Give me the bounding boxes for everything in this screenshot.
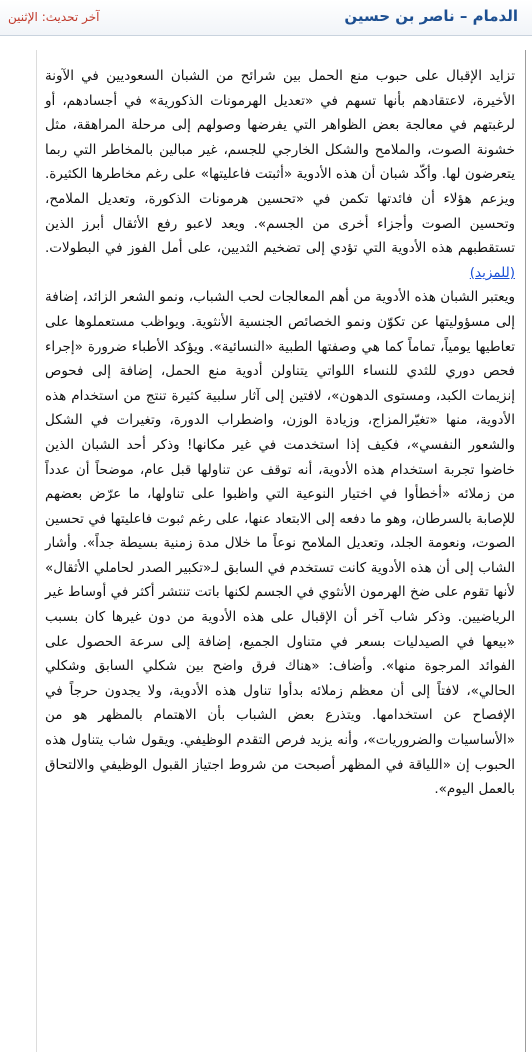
- article-paragraph-1: [45, 64, 515, 285]
- article-body: [45, 64, 515, 802]
- article-frame: [36, 50, 526, 1052]
- last-update-label: آخر تحديث: الإثنين: [8, 10, 100, 24]
- article-paragraph-2: ويعتبر الشبان هذه الأدوية من أهم المعالجات لحب الشباب، ونمو الشعر الزائد، إضافة إلى مسؤوليتها عن تكوّن ونمو الخصائص الجنسية الأنثوية. ويواظب مستعملوها على تعاطيها يومياً، تماماً كما هي وصفتها الطبية «النسائية». ويؤكد الأطباء ضرورة «إجراء فحص دوري للثدي للنساء اللواتي يتناولن أدوية منع الحمل، إضافة إلى فحوص إنزيمات الكبد، ومستوى الدهون»، لافتين إلى آثار سلبية كثيرة تنتج من استخدام هذه الأدوية، منها «تغيّرالمزاج، وزيادة الوزن، واضطراب الدورة، وتغيرات في الشكل والشعور النفسي»، فكيف إذا استخدمت في غير مكانها! وذكر أحد الشبان الذين خاضوا تجربة استخدام هذه الأدوية، أنه توقف عن تناولها قبل عام، موضحاً أن عدداً من زملائه «أخطأوا في اختيار النوعية التي واظبوا على تناولها، ما عرّض بعضهم للإصابة بالسرطان، وهو ما دفعه إلى الابتعاد عنها، على رغم ثبوت فاعليتها في تحسين الصوت، ونعومة الجلد، وتعديل الملامح نوعاً ما خلال مدة زمنية بسيطة جداً». وأشار الشاب إلى أن هذه الأدوية كانت تستخدم في السابق لـ«تكبير الصدر لحاملي الأثقال» لأنها تقوم على ضخ الهرمون الأنثوي في الجسم لكنها باتت تنتشر أكثر في أوساط غير الرياضيين. وذكر شاب آخر أن الإقبال على هذه الأدوية من دون غيرها كان بسبب «بيعها في الصيدليات بسعر في متناول الجميع، إضافة إلى سرعة الحصول على الفوائد المرجوة منها». وأضاف: «هناك فرق واضح بين شكلي السابق وشكلي الحالي»، لافتاً إلى أن معظم زملائه بدأوا تناول هذه الأدوية، ولا يجدون حرجاً في الإفصاح عن استخدامها. ويتذرع بعض الشباب بأن الاهتمام بالمظهر هو من «الأساسيات والضروريات»، وأنه يزيد فرص التقدم الوظيفي. ويقول شاب يتناول هذه الحبوب إن «اللياقة في المظهر أصبحت من شروط اجتياز القبول الوظيفي والالتحاق بالعمل اليوم».: [45, 289, 515, 798]
- more-link[interactable]: (للمزيد): [469, 264, 515, 281]
- header-bar: [0, 0, 532, 36]
- article-byline: الدمام – ناصر بن حسين: [344, 7, 518, 25]
- article-text-part-1: تزايد الإقبال على حبوب منع الحمل بين شرائح من الشبان السعوديين في الآونة الأخيرة، لاعتقادهم بأنها تسهم في «تعديل الهرمونات الذكورية» في أجسادهم، أو لرغبتهم في معالجة بعض الظواهر التي يفرضها وصولهم إلى مرحلة المراهقة، مثل خشونة الصوت، والملامح والشكل الخارجي للجسم، غير مبالين بالمخاطر التي ربما يتعرضون لها. وأكّد شبان أن هذه الأدوية «أثبتت فاعليتها» على رغم مخاطرها الكثيرة. ويزعم هؤلاء أن فائدتها تكمن في «تحسين هرمونات الذكورة، وتعديل الملامح، وتحسين الصوت وأجزاء أخرى من الجسم». ويعد لاعبو رفع الأثقال أبرز الذين تستقطبهم هذه الأدوية التي تؤدي إلى تضخيم الثديين، على أمل الفوز في البطولات.: [45, 68, 515, 257]
